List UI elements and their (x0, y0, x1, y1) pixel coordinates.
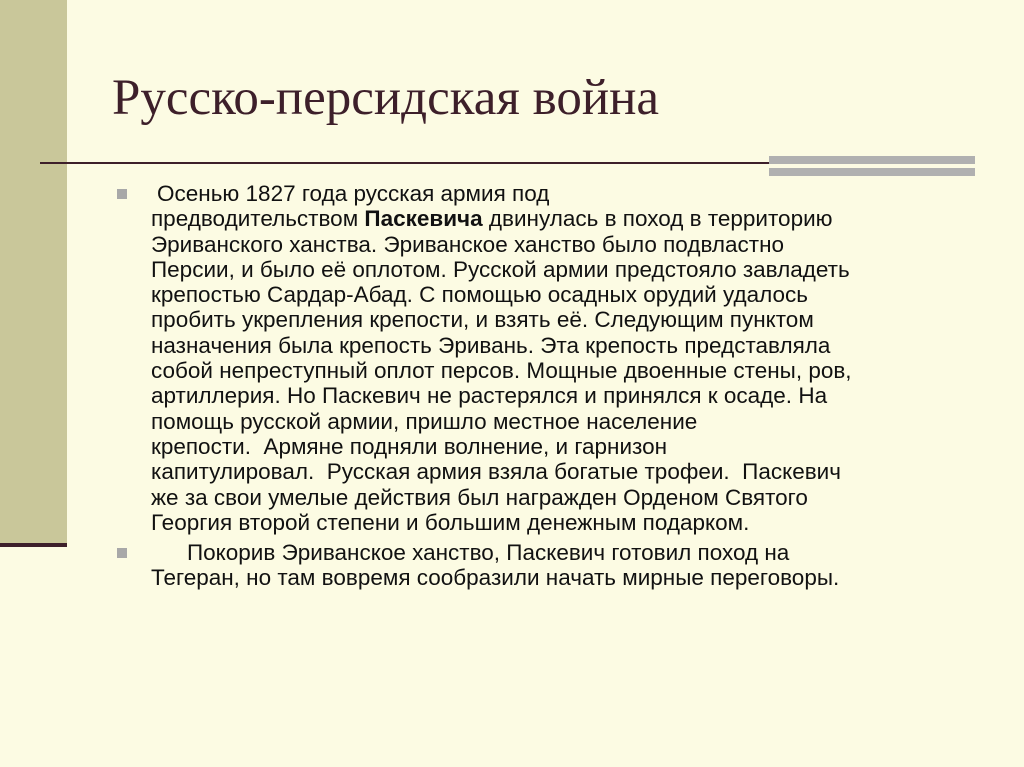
title-accent-bar (769, 156, 975, 176)
left-band-underline (0, 543, 67, 547)
square-bullet-icon (117, 189, 127, 199)
bullet-1-line-14: Георгия второй степени и большим денежным подарком. (151, 509, 750, 535)
slide-title: Русско-персидская война (112, 70, 660, 126)
bullet-1-line-2-after: двинулась в поход в территорию (482, 206, 833, 232)
bullet-1-line-7: назначения была крепость Эривань. Эта крепость представляла (151, 332, 831, 358)
bullet-1-line-2-before: предводительством (151, 206, 365, 232)
bullet-1-line-10: помощь русской армии, пришло местное население (151, 408, 698, 434)
bullet-1-line-6: пробить укрепления крепости, и взять её. Следующим пунктом (151, 307, 814, 333)
bullet-1-line-11: крепости. Армяне подняли волнение, и гарнизон (151, 433, 668, 459)
bullet-1-line-8: собой непреступный оплот персов. Мощные двоенные стены, ров, (151, 358, 852, 384)
bullet-1-line-4: Персии, и было её оплотом. Русской армии предстояло завладеть (151, 256, 850, 282)
bullet-1-line-13: же за свои умелые действия был награжден Орденом Святого (151, 484, 808, 510)
bullet-1-line-9: артиллерия. Но Паскевич не растерялся и принялся к осаде. На (151, 383, 828, 409)
bullet-1-line-3: Эриванского ханства. Эриванское ханство было подвластно (151, 231, 785, 257)
left-decorative-band (0, 0, 67, 543)
accent-stripe-top (769, 156, 975, 164)
bullet-list (113, 181, 973, 591)
bullet-item-1 (113, 181, 973, 535)
paskevich-bold-name: Паскевича (364, 206, 483, 232)
bullet-1-line-5: крепостью Сардар-Абад. С помощью осадных орудий удалось (151, 282, 809, 308)
bullet-2-line-2: Тегеран, но там вовремя сообразили начать мирные переговоры. (151, 565, 840, 591)
bullet-1-line-1: Осенью 1827 года русская армия под (157, 181, 550, 206)
square-bullet-icon (117, 548, 127, 558)
bullet-2-line-1: Покорив Эриванское ханство, Паскевич готовил поход на (187, 540, 790, 566)
accent-stripe-bottom (769, 168, 975, 176)
bullet-1-line-2 (151, 206, 973, 231)
bullet-item-2 (113, 540, 973, 591)
bullet-1-line-12: капитулировал. Русская армия взяла богатые трофеи. Паскевич (151, 459, 841, 485)
